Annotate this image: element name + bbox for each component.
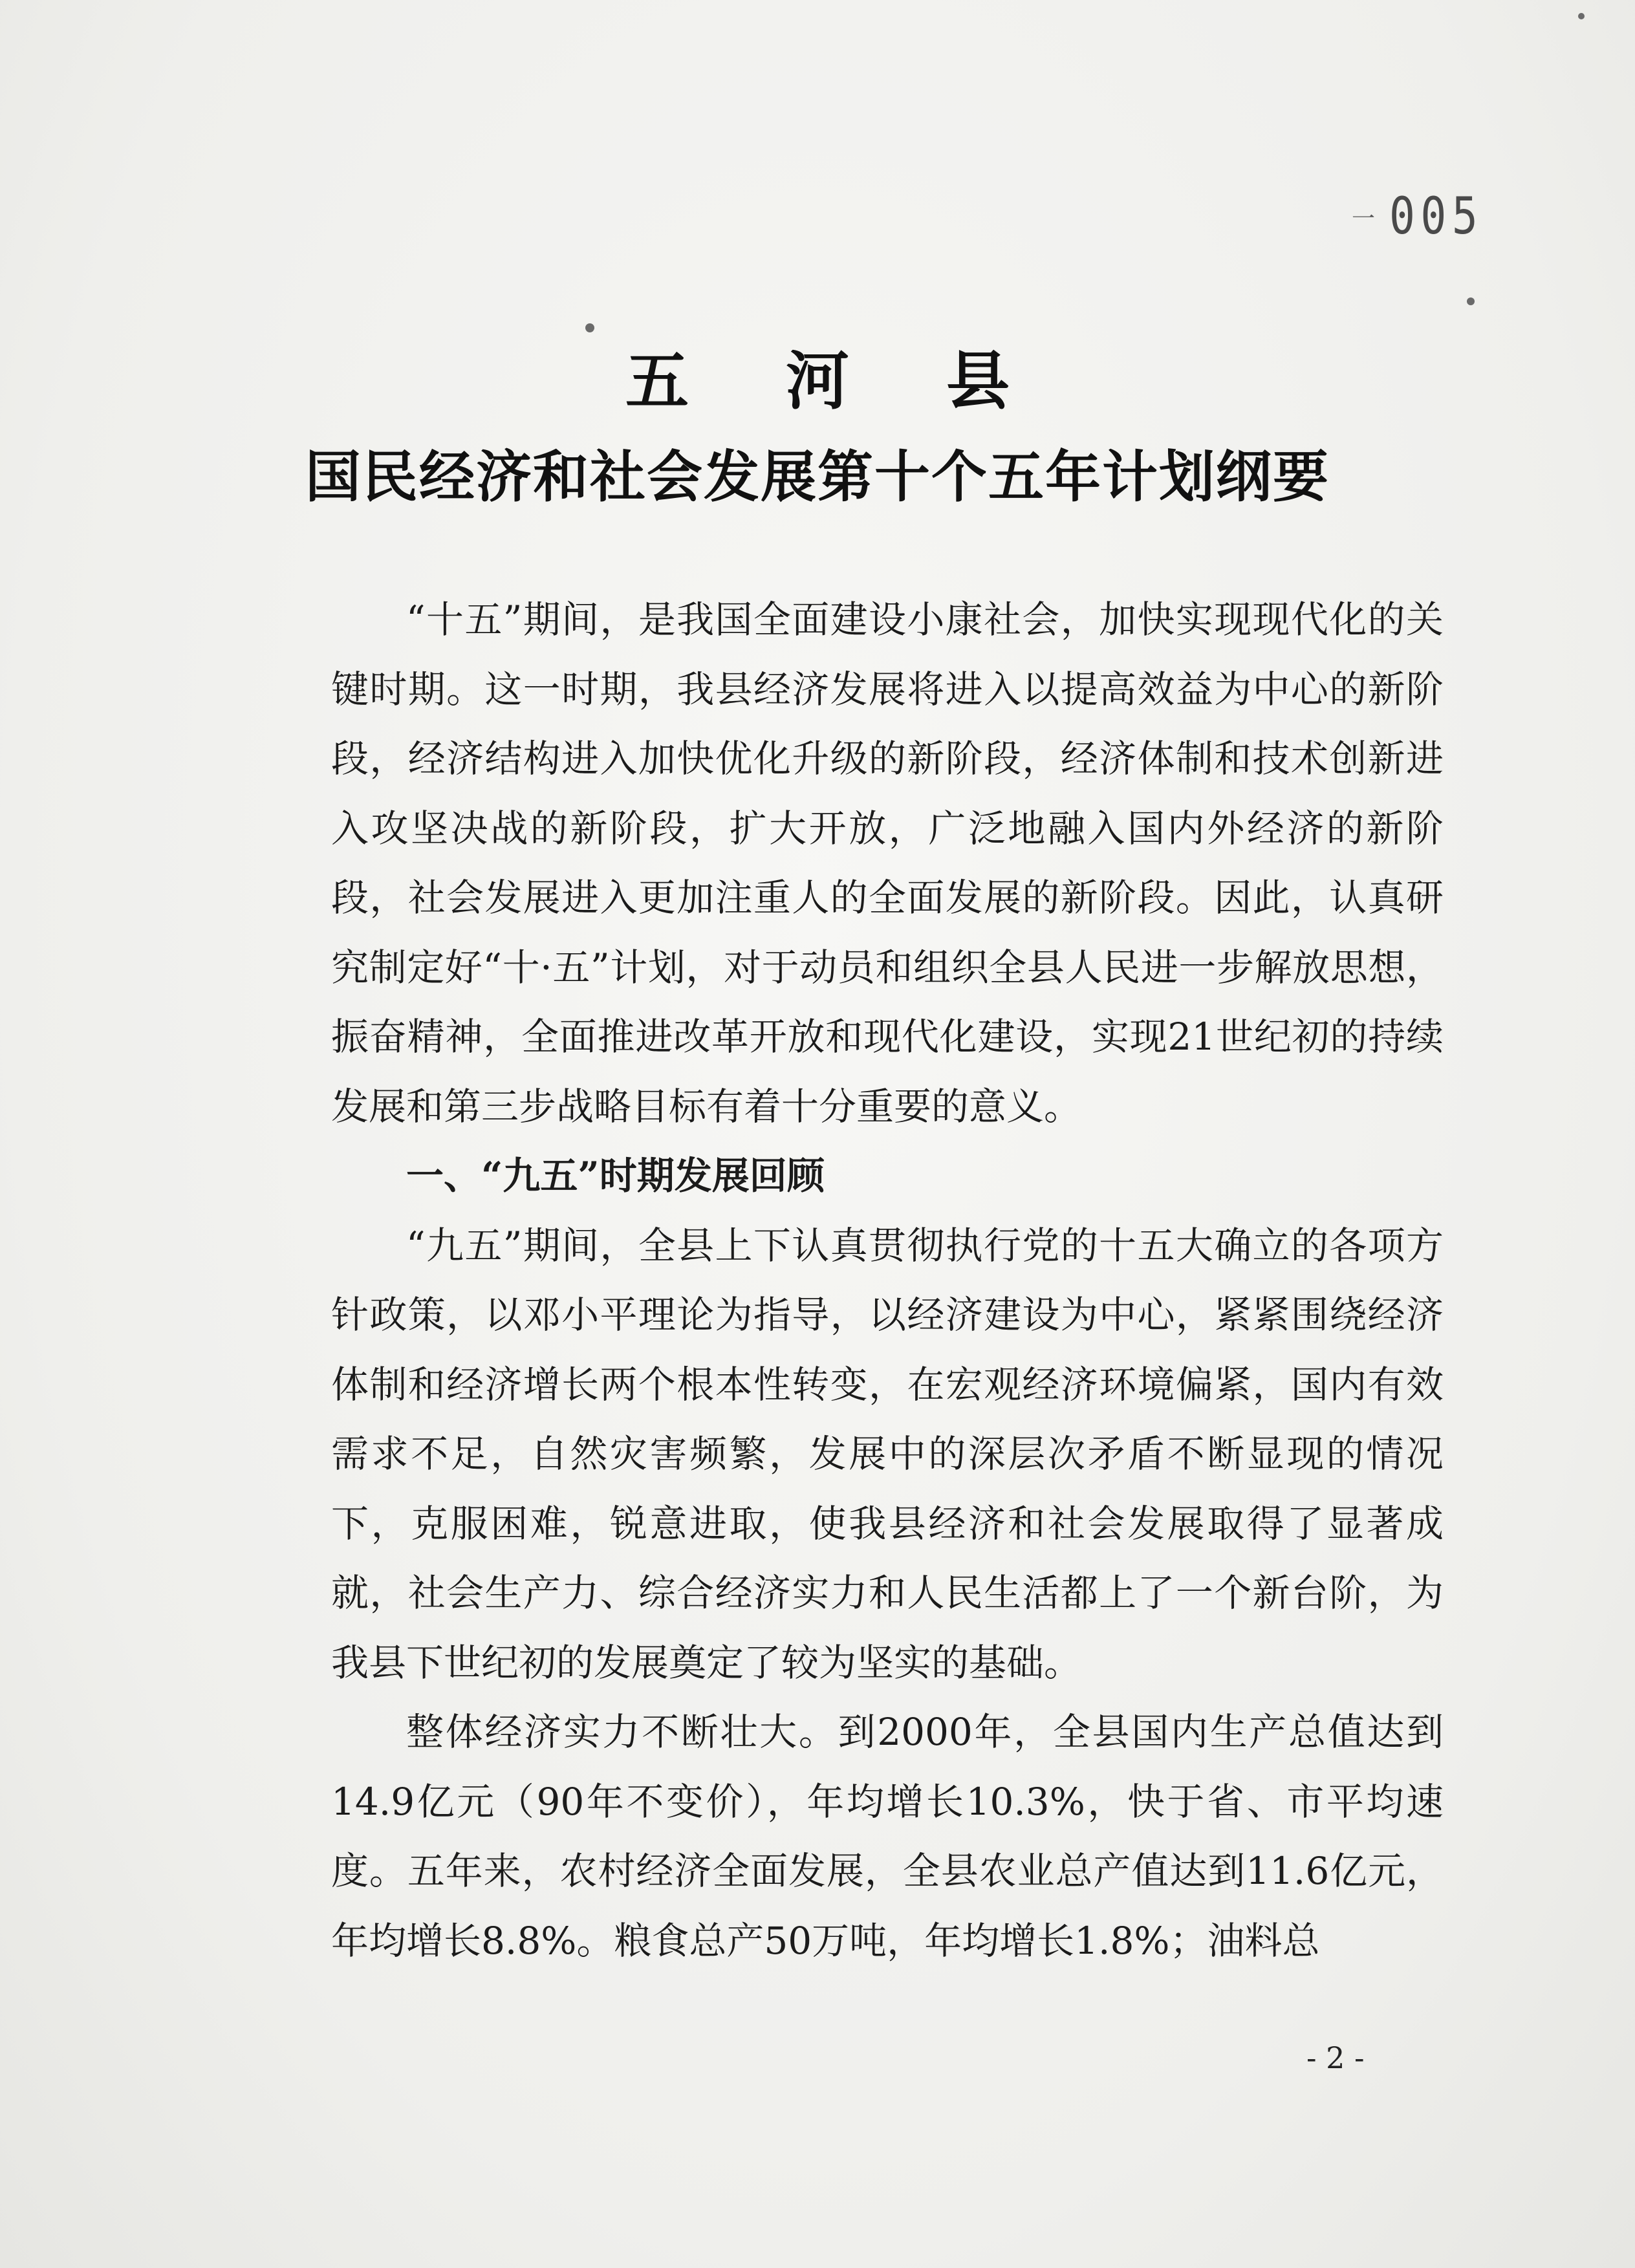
intro-paragraph: “十五”期间，是我国全面建设小康社会，加快实现现代化的关键时期。这一时期，我县经济发展将进入以提高效益为中心的新阶段，经济结构进入加快优化升级的新阶段，经济体制和技术创新进入攻坚决战的新阶段，扩大开放，广泛地融入国内外经济的新阶段，社会发展进入更加注重人的全面发展的新阶段。因此，认真研究制定好“十·五”计划，对于动员和组织全县人民进一步解放思想，振奋精神，全面推进改革开放和现代化建设，实现21世纪初的持续发展和第三步战略目标有着十分重要的意义。	[331, 598, 1444, 1129]
economy-paragraph: 整体经济实力不断壮大。到2000年，全县国内生产总值达到14.9亿元（90年不变价），年均增长10.3%，快于省、市平均速度。五年来，农村经济全面发展，全县农业总产值达到11.6亿元，年均增长8.8%。粮食总产50万吨，年均增长1.8%；油料总	[331, 1710, 1444, 1963]
review-paragraph: “九五”期间，全县上下认真贯彻执行党的十五大确立的各项方针政策，以邓小平理论为指导，以经济建设为中心，紧紧围绕经济体制和经济增长两个根本性转变，在宏观经济环境偏紧，国内有效需求不足，自然灾害频繁，发展中的深层次矛盾不断显现的情况下，克服困难，锐意进取，使我县经济和社会发展取得了显著成就，社会生产力、综合经济实力和人民生活都上了一个新台阶，为我县下世纪初的发展奠定了较为坚实的基础。	[331, 1223, 1444, 1685]
title-subtitle: 国民经济和社会发展第十个五年计划纲要	[305, 444, 1330, 510]
document-body	[331, 585, 1444, 1976]
archive-stamp	[1352, 188, 1546, 246]
scan-speck	[1578, 13, 1585, 19]
scan-speck	[1467, 297, 1475, 305]
stamp-number: 005	[1389, 188, 1484, 246]
scan-speck	[585, 323, 594, 332]
page-number: - 2 -	[1306, 2040, 1365, 2075]
section-heading: 一、“九五”时期发展回顾	[406, 1154, 825, 1198]
title-county: 五河县	[625, 344, 1107, 418]
stamp-prefix: 一	[1352, 205, 1378, 232]
document-title	[0, 340, 1635, 519]
